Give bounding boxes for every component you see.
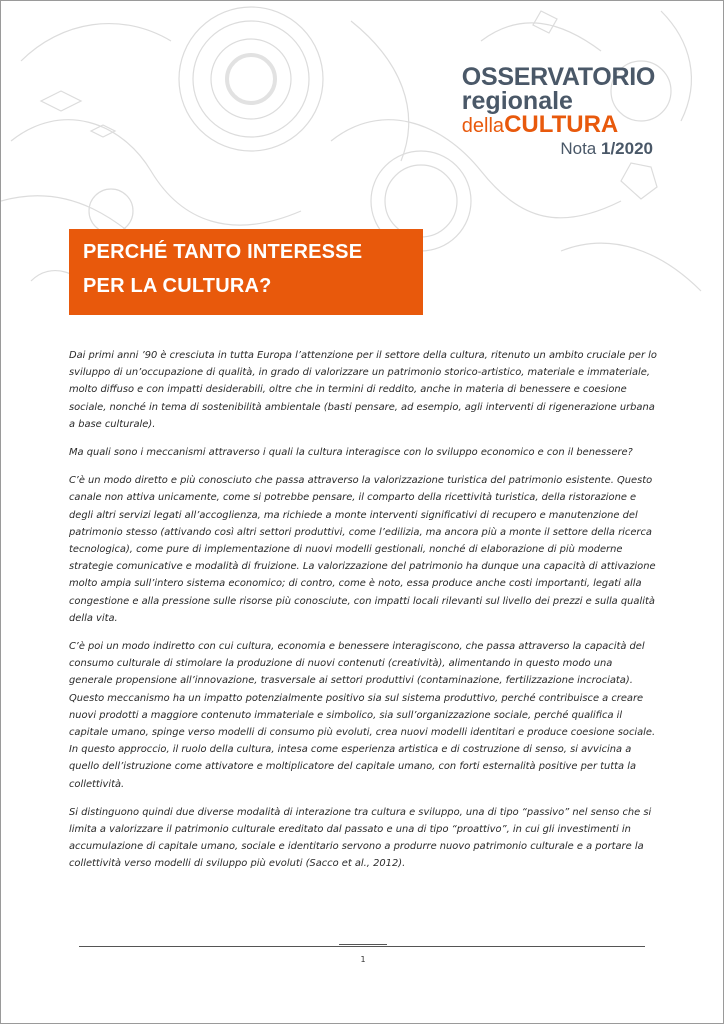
body-paragraph-2: Ma quali sono i meccanismi attraverso i quali la cultura interagisce con lo sviluppo economico e con il benessere? — [69, 447, 633, 459]
note-number — [560, 139, 653, 159]
logo-cultura: CULTURA — [504, 111, 619, 138]
document-title-box — [69, 229, 423, 315]
document-body — [69, 347, 659, 884]
footer-divider — [79, 946, 645, 947]
logo-line-2: regionale — [461, 87, 573, 115]
logo-della: della — [461, 115, 505, 137]
observatory-logo — [462, 65, 655, 137]
document-title-line-2: PER LA CULTURA? — [83, 275, 272, 297]
body-paragraph-5: Si distinguono quindi due diverse modalità di interazione tra cultura e sviluppo, una di tipo “passivo” nel senso che si limita a valorizzare il patrimonio culturale ereditato dal passato e una di tipo “proattivo”, in cui gli investimenti in accumulazione di capitale umano, sociale e identitario servono a produrre nuovo patrimonio culturale e a portare la collettività verso modelli di sviluppo più evoluti (Sacco et al., 2012). — [69, 806, 652, 870]
note-label: Nota — [560, 139, 597, 158]
footer-divider-accent — [339, 944, 387, 945]
logo-line-1: OSSERVATORIO — [461, 63, 655, 91]
page-number: 1 — [360, 955, 366, 964]
body-paragraph-4: C’è poi un modo indiretto con cui cultura, economia e benessere interagiscono, che passa attraverso la capacità del consumo culturale di stimolare la produzione di nuovi contenuti (creatività), alimentando in questo modo una generale propensione all’innovazione, trasversale ai settori produttivi (contaminazione, fertilizzazione incrociata). Questo meccanismo ha un impatto potenzialmente positivo sia sul sistema produttivo, perché contribuisce a creare nuovi prodotti a maggiore contenuto immateriale e simbolico, sia sull’organizzazione sociale, perché qualifica il capitale umano, spinge verso modelli di consumo più evoluti, crea nuovi modelli identitari e produce coesione sociale. In questo approccio, il ruolo della cultura, intesa come esperienza artistica e di costruzione di senso, si avvicina a quello dell’istruzione come attivatore e moltiplicatore del capitale umano, con forti esternalità positive per tutta la collettività. — [69, 641, 656, 790]
body-paragraph-1: Dai primi anni ’90 è cresciuta in tutta Europa l’attenzione per il settore della cultura, ritenuto un ambito cruciale per lo sviluppo di un’occupazione di qualità, in grado di valorizzare un patrimonio storico-artistico, materiale e immateriale, molto diffuso e con impatti desiderabili, oltre che in termini di reddito, anche in materia di benessere e coesione sociale, nonché in tema di sostenibilità ambientale (basti pensare, ad esempio, agli interventi di rigenerazione urbana a base culturale). — [69, 350, 657, 430]
note-number-value: 1/2020 — [601, 139, 653, 158]
body-paragraph-3: C’è un modo diretto e più conosciuto che passa attraverso la valorizzazione turistica del patrimonio esistente. Questo canale non attiva unicamente, come si potrebbe pensare, il comparto della ricettività turistica, della ristorazione e degli altri servizi legati all’accoglienza, ma richiede a monte interventi significativi di recupero e manutenzione del patrimonio stesso (attivando così altri settori produttivi, come l’edilizia, ma ancora più a monte il settore della ricerca tecnologica), come pure di implementazione di nuovi modelli gestionali, nonché di elaborazione di più moderne strategie comunicative e modalità di fruizione. La valorizzazione del patrimonio ha dunque una capacità di attivazione molto ampia sull’intero sistema economico; di contro, come è noto, essa produce anche costi importanti, legati alla congestione e alla pressione sulle risorse più conosciute, con impatti locali rilevanti sul livello dei prezzi e sulla qualità della vita. — [69, 475, 656, 624]
logo-line-3 — [462, 113, 655, 137]
document-title-line-1: PERCHÉ TANTO INTERESSE — [83, 241, 363, 263]
